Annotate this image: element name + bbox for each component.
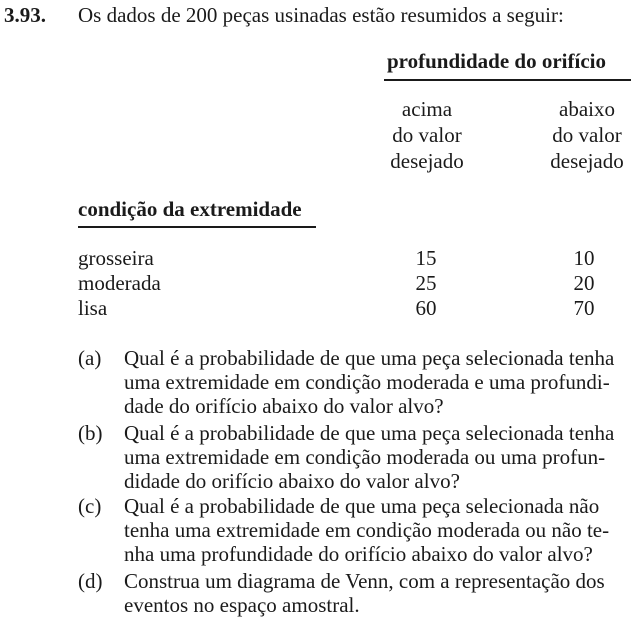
question-label: (c) <box>78 494 102 518</box>
column-header-line: desejado <box>550 149 624 173</box>
question-line: eventos no espaço amostral. <box>124 593 360 617</box>
question-line: dade do orifício abaixo do valor alvo? <box>124 394 444 418</box>
column-header-line: acima <box>401 97 453 121</box>
question-line: tenha uma extremidade em condição moderada ou não te- <box>124 518 610 542</box>
question-line: didade do orifício abaixo do valor alvo? <box>124 469 460 493</box>
column-header-above <box>372 97 482 175</box>
table-row <box>0 246 637 270</box>
question-text <box>124 346 634 418</box>
question-text <box>124 494 634 566</box>
question-line: Qual é a probabilidade de que uma peça selecionada tenha <box>124 346 615 370</box>
question-line: uma extremidade em condição moderada e uma profundi- <box>124 370 610 394</box>
question-label: (d) <box>78 569 103 593</box>
row-group-rule <box>78 226 316 228</box>
cell-below: 20 <box>573 271 595 295</box>
table-row <box>0 296 637 320</box>
problem-statement: Os dados de 200 peças usinadas estão resumidos a seguir: <box>78 3 564 27</box>
question-label: (a) <box>78 346 102 370</box>
problem-number: 3.93. <box>4 3 46 27</box>
question-line: Qual é a probabilidade de que uma peça selecionada não <box>124 494 600 518</box>
question-line: Construa um diagrama de Venn, com a representação dos <box>124 569 605 593</box>
table-row <box>0 271 637 295</box>
question-label: (b) <box>78 421 103 445</box>
cell-above: 15 <box>415 246 437 270</box>
column-header-line: abaixo <box>559 97 615 121</box>
question-line: Qual é a probabilidade de que uma peça selecionada tenha <box>124 421 615 445</box>
column-header-line: do valor <box>392 123 462 147</box>
cell-above: 25 <box>415 271 437 295</box>
column-header-line: do valor <box>552 123 622 147</box>
column-header-line: desejado <box>390 149 464 173</box>
cell-above: 60 <box>415 296 437 320</box>
row-label: moderada <box>78 271 161 295</box>
column-header-below <box>532 97 637 175</box>
row-group-header: condição da extremidade <box>78 197 302 221</box>
cell-below: 70 <box>573 296 595 320</box>
question-text <box>124 569 634 617</box>
question-line: uma extremidade em condição moderada ou uma profun- <box>124 445 606 469</box>
question-text <box>124 421 634 493</box>
column-group-rule <box>384 79 631 81</box>
question-line: nha uma profundidade do orifício abaixo do valor alvo? <box>124 542 593 566</box>
row-label: lisa <box>78 296 108 320</box>
column-group-header: profundidade do orifício <box>387 49 606 73</box>
cell-below: 10 <box>573 246 595 270</box>
row-label: grosseira <box>78 246 154 270</box>
